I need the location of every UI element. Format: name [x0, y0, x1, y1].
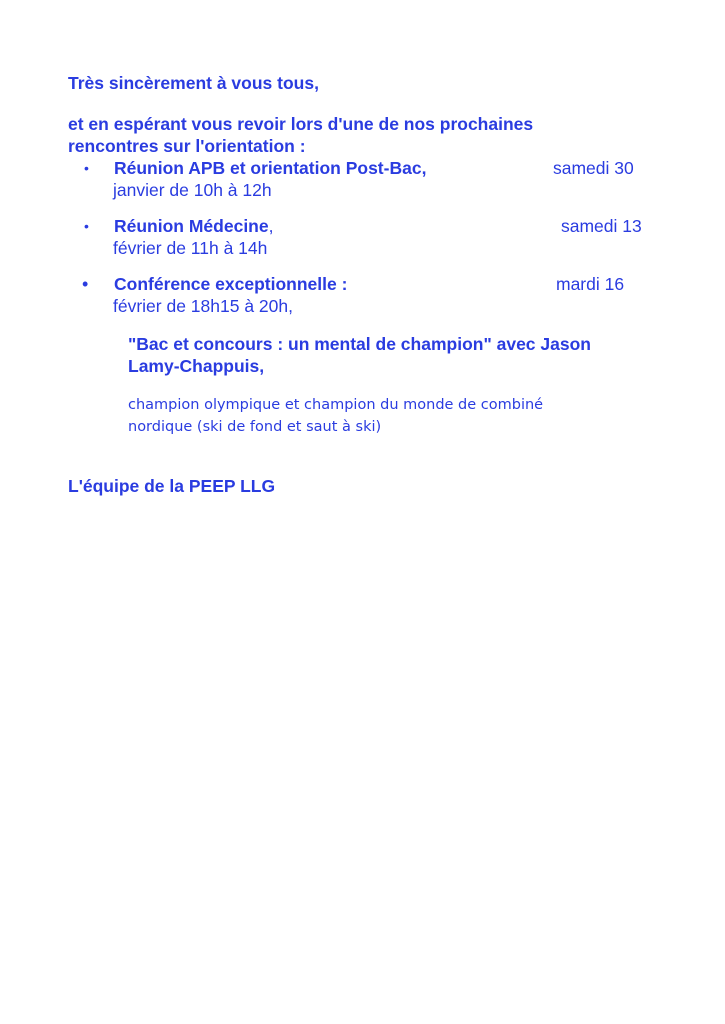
event-title-suffix: ,: [268, 216, 274, 236]
greeting: Très sincèrement à vous tous,: [68, 73, 319, 93]
event-title-wrapper: [114, 216, 273, 236]
event-date-rest: janvier de 10h à 12h: [113, 180, 272, 200]
bullet-icon: •: [84, 218, 89, 234]
event-date-start: samedi 30: [553, 158, 634, 178]
conference-quote-line-2: Lamy-Chappuis,: [128, 356, 265, 376]
conference-description-line-2: nordique (ski de fond et saut à ski): [128, 419, 382, 435]
intro-line-2: rencontres sur l'orientation :: [68, 136, 306, 156]
bullet-icon: •: [84, 160, 89, 176]
event-title: Réunion APB et orientation Post-Bac,: [114, 158, 427, 178]
signature: L'équipe de la PEEP LLG: [68, 476, 276, 496]
event-date-start: samedi 13: [561, 216, 642, 236]
event-title: Réunion Médecine: [114, 216, 269, 236]
intro-line-1: et en espérant vous revoir lors d'une de nos prochaines: [68, 114, 534, 134]
event-date-start: mardi 16: [556, 274, 625, 294]
event-title: Conférence exceptionnelle :: [114, 274, 348, 294]
event-date-rest: février de 11h à 14h: [113, 238, 268, 258]
event-date-rest: février de 18h15 à 20h,: [113, 296, 293, 316]
conference-quote-line-1: "Bac et concours : un mental de champion" avec Jason: [128, 334, 591, 354]
conference-description-line-1: champion olympique et champion du monde de combiné: [128, 397, 544, 413]
bullet-icon: •: [82, 274, 89, 294]
